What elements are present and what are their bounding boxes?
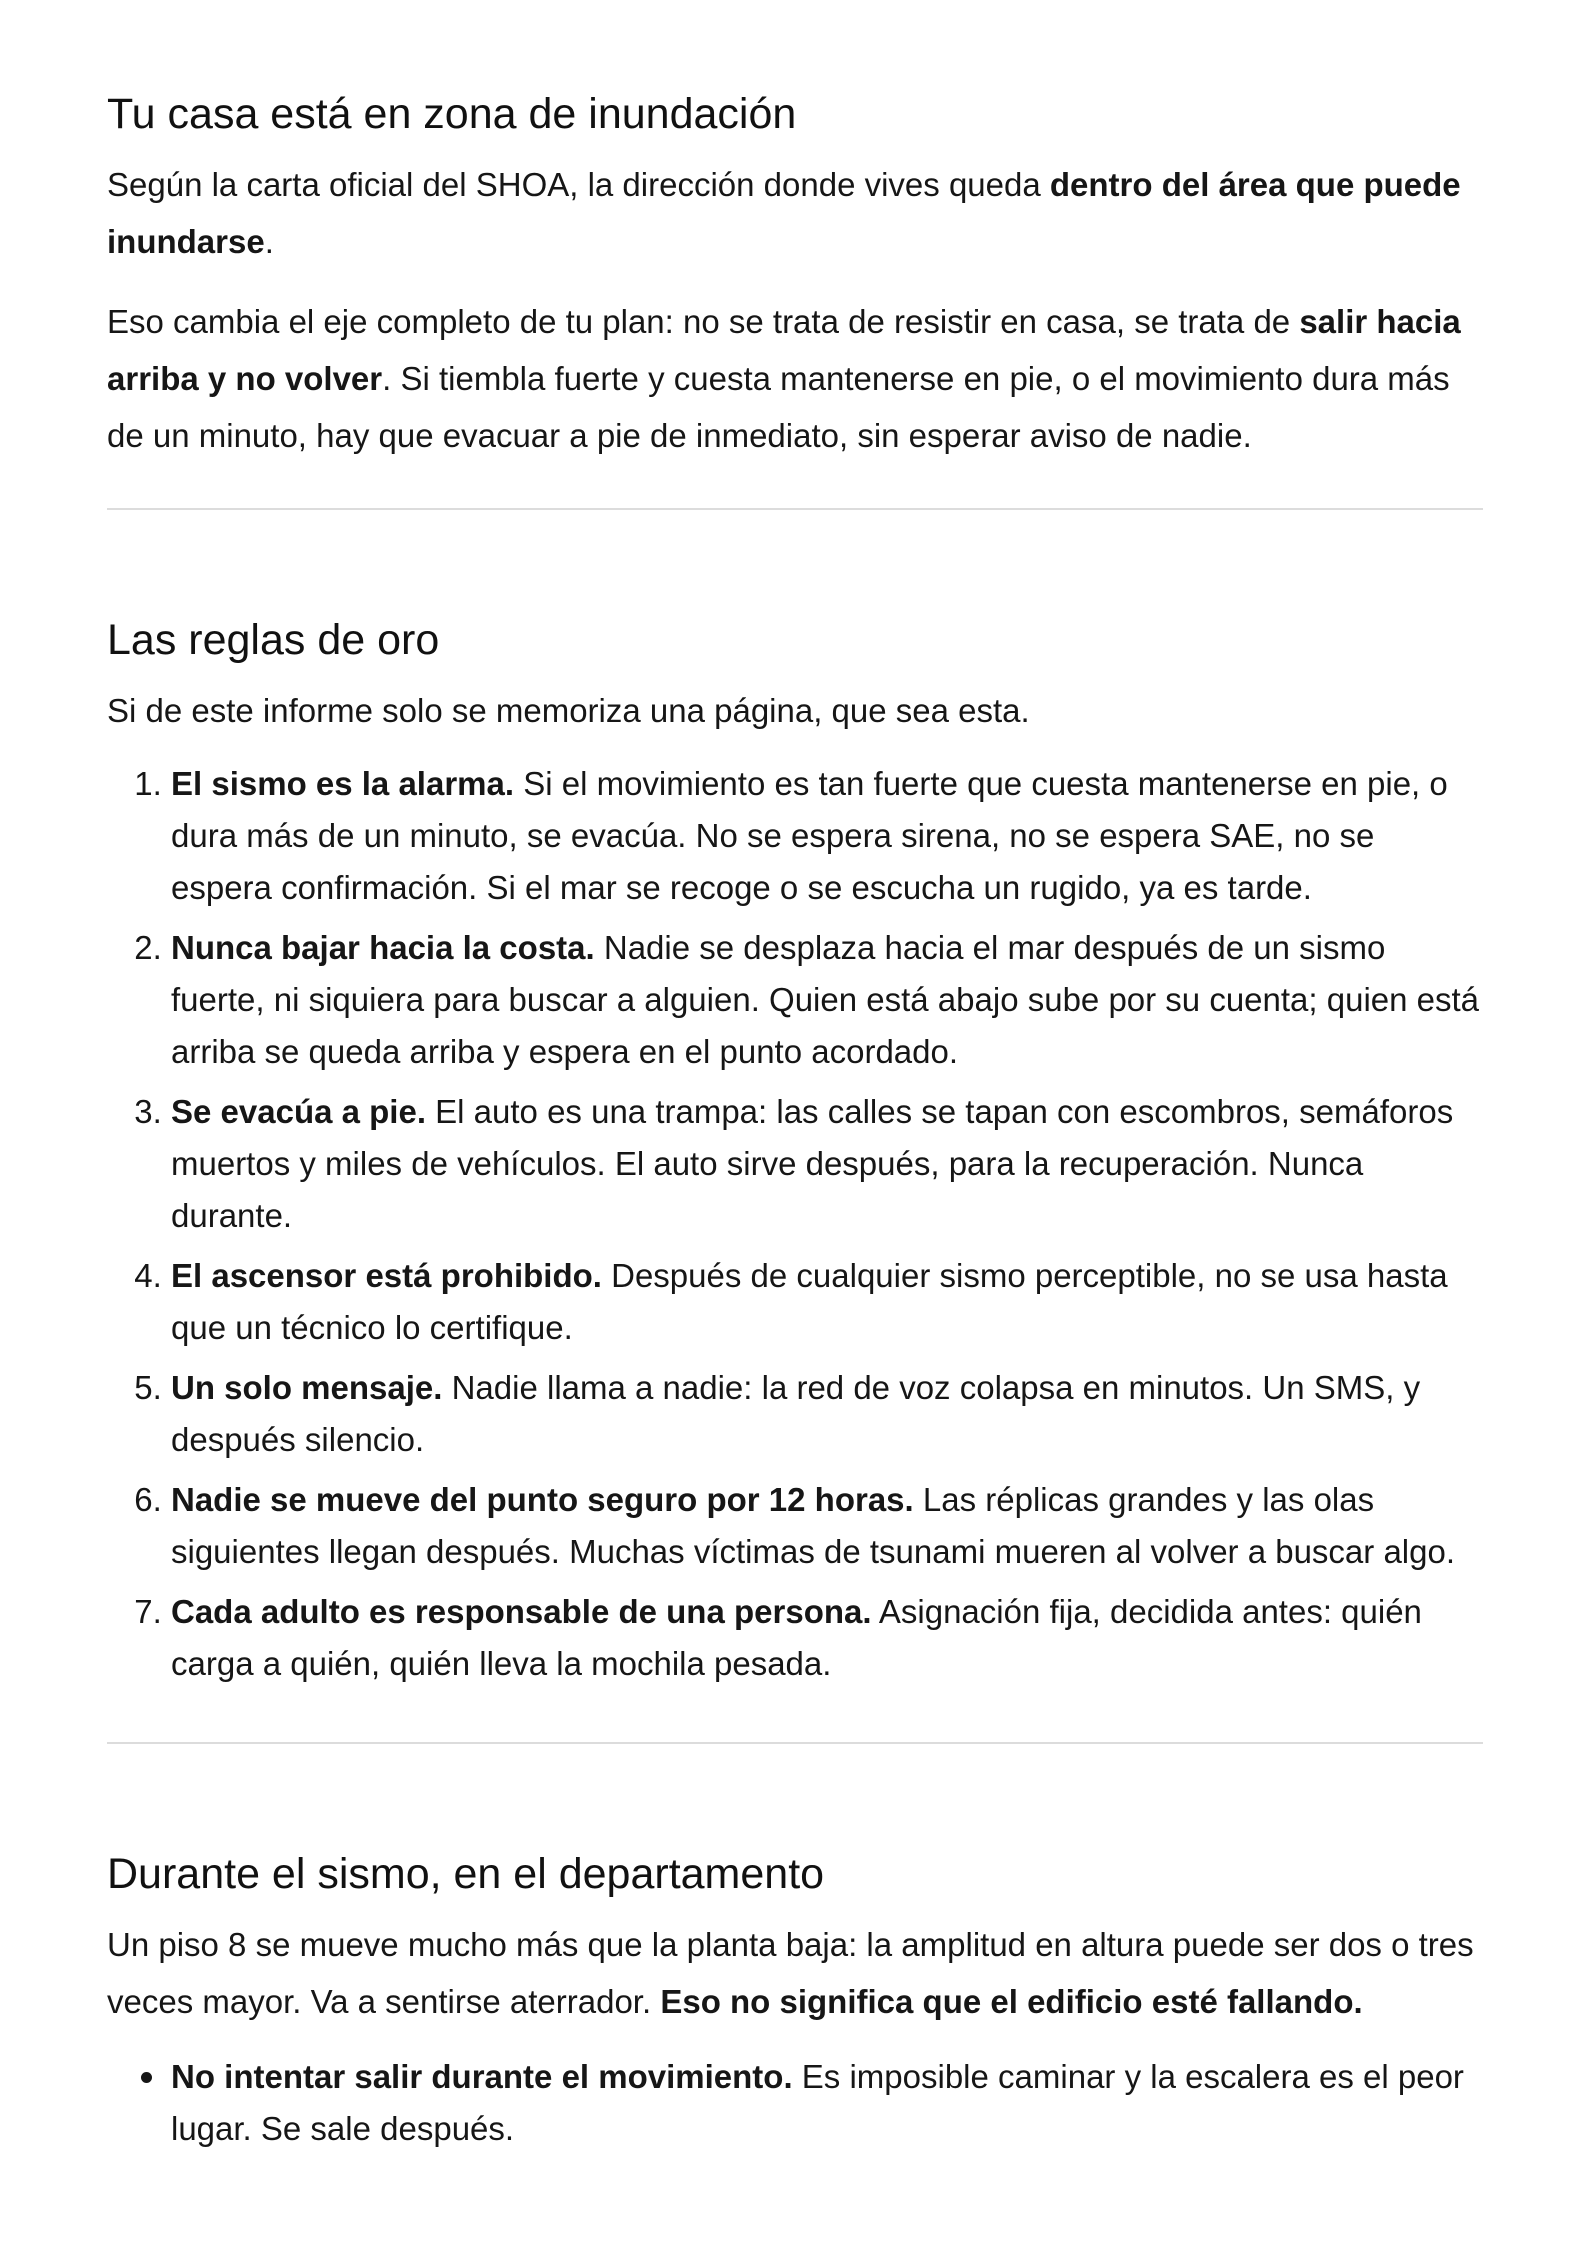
- rule-title: El ascensor está prohibido.: [171, 1257, 602, 1294]
- rule-item: [171, 1474, 1483, 1578]
- emphasis-text: Eso no significa que el edificio esté fallando.: [660, 1983, 1363, 2020]
- section-title-during-earthquake: Durante el sismo, en el departamento: [107, 1850, 825, 1898]
- emphasis-text: salir hacia arriba y no volver: [107, 303, 1461, 397]
- rule-title: Cada adulto es responsable de una persona.: [171, 1593, 872, 1630]
- text-run: .: [264, 223, 274, 260]
- flood-zone-paragraph-1: [107, 156, 1483, 270]
- during-earthquake-list: [107, 2051, 1483, 2155]
- rule-text: Asignación fija, decidida antes: quién carga a quién, quién lleva la mochila pesada.: [171, 1593, 1422, 1682]
- rule-text: Nadie llama a nadie: la red de voz colapsa en minutos. Un SMS, y después silencio.: [171, 1369, 1421, 1458]
- text-run: . Si tiembla fuerte y cuesta mantenerse en pie, o el movimiento dura más de un minuto, hay que evacuar a pie de inmediato, sin esperar aviso de nadie.: [107, 360, 1450, 454]
- rule-text: Si el movimiento es tan fuerte que cuesta mantenerse en pie, o dura más de un minuto, se evacúa. No se espera sirena, no se espera SAE, no se espera confirmación. Si el mar se recoge o se escucha un rugido, ya es tarde.: [171, 765, 1448, 906]
- rule-item: [171, 1362, 1483, 1466]
- rule-text: Después de cualquier sismo perceptible, no se usa hasta que un técnico lo certifique.: [171, 1257, 1448, 1346]
- rule-text: El auto es una trampa: las calles se tapan con escombros, semáforos muertos y miles de vehículos. El auto sirve después, para la recuperación. Nunca durante.: [171, 1093, 1454, 1234]
- rule-item: [171, 1250, 1483, 1354]
- rule-item: [171, 1586, 1483, 1690]
- bullet-dot-icon: [141, 2072, 152, 2083]
- rule-item: [171, 758, 1483, 914]
- golden-rules-list: [107, 758, 1483, 1690]
- bullet-title: No intentar salir durante el movimiento.: [171, 2058, 793, 2095]
- content-column: [107, 0, 1483, 2155]
- rule-title: Nadie se mueve del punto seguro por 12 horas.: [171, 1481, 914, 1518]
- rule-title: El sismo es la alarma.: [171, 765, 515, 802]
- rule-item: [171, 922, 1483, 1078]
- rule-title: Se evacúa a pie.: [171, 1093, 426, 1130]
- rule-text: Las réplicas grandes y las olas siguientes llegan después. Muchas víctimas de tsunami mueren al volver a buscar algo.: [171, 1481, 1456, 1570]
- rule-text: Nadie se desplaza hacia el mar después de un sismo fuerte, ni siquiera para buscar a alguien. Quien está abajo sube por su cuenta; quien está arriba se queda arriba y espera en el punto acordado.: [171, 929, 1480, 1070]
- bullet-item: [171, 2051, 1483, 2155]
- rule-title: Nunca bajar hacia la costa.: [171, 929, 595, 966]
- flood-zone-paragraph-2: [107, 293, 1483, 464]
- text-run: Según la carta oficial del SHOA, la dirección donde vives queda: [107, 166, 1050, 203]
- bullet-text: Es imposible caminar y la escalera es el peor lugar. Se sale después.: [171, 2058, 1464, 2147]
- emphasis-text: dentro del área que puede inundarse: [107, 166, 1461, 260]
- rule-title: Un solo mensaje.: [171, 1369, 443, 1406]
- text-run: Un piso 8 se mueve mucho más que la planta baja: la amplitud en altura puede ser dos o tres veces mayor. Va a sentirse aterrador.: [107, 1926, 1474, 2020]
- golden-rules-intro: Si de este informe solo se memoriza una página, que sea esta.: [107, 692, 1030, 729]
- text-run: Eso cambia el eje completo de tu plan: no se trata de resistir en casa, se trata de: [107, 303, 1300, 340]
- during-earthquake-paragraph: [107, 1916, 1483, 2030]
- rule-item: [171, 1086, 1483, 1242]
- section-title-flood-zone: Tu casa está en zona de inundación: [107, 90, 797, 138]
- section-title-golden-rules: Las reglas de oro: [107, 616, 440, 664]
